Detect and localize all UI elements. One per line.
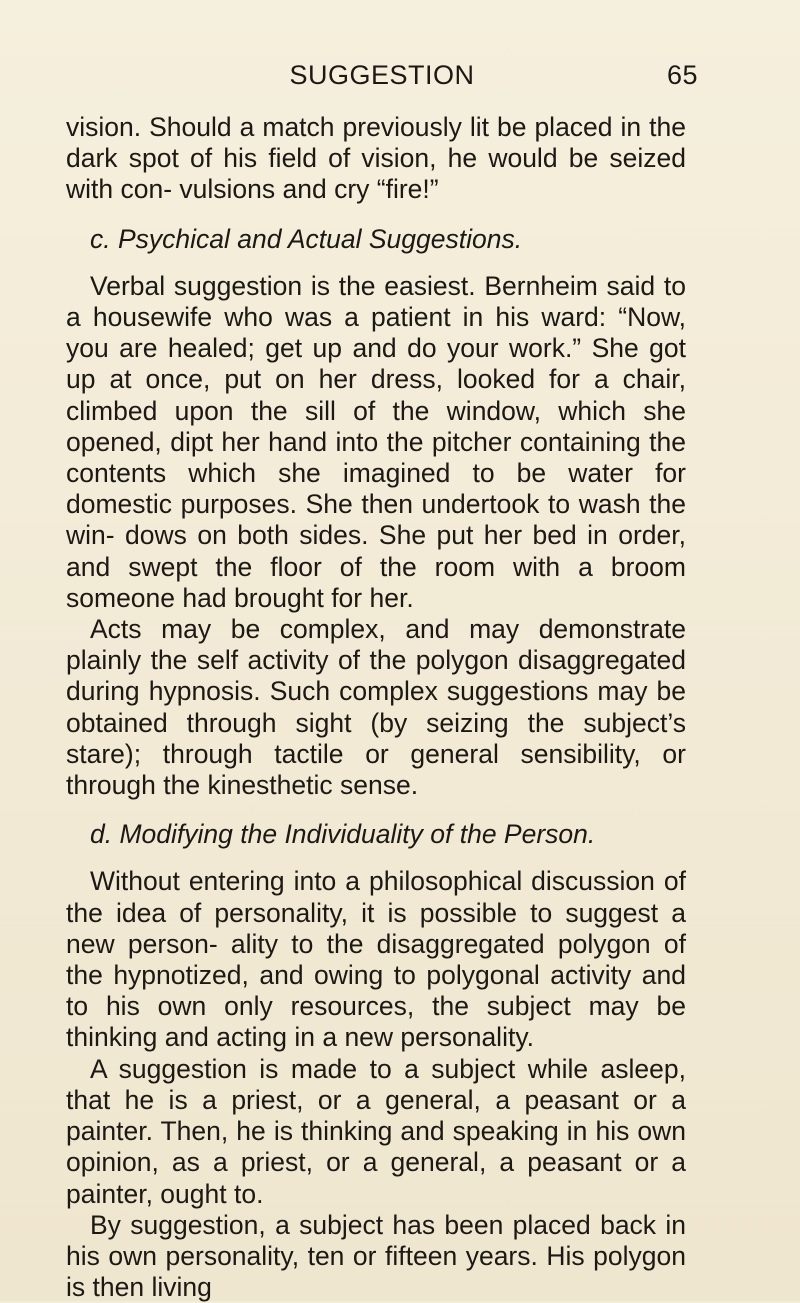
paragraph-continued: vision. Should a match previously lit be placed in the dark spot of his field of vision, he would be seized with con- vulsions and cry “fire!” <box>66 112 686 205</box>
page-number: 65 <box>666 60 698 90</box>
body-text <box>66 112 686 1303</box>
running-head <box>66 60 698 100</box>
section-heading-c: c. Psychical and Actual Suggestions. <box>90 223 523 254</box>
paragraph-personality: Without entering into a philosophical discussion of the idea of personality, it is possible to suggest a new person- ality to the disaggregated polygon of the hypnotized, and owing to polygonal activity and to his own only resources, the subject may be thinking and acting in a new personality. <box>66 866 686 1053</box>
paragraph-verbal-suggestion: Verbal suggestion is the easiest. Bernheim said to a housewife who was a patient in his ward: “Now, you are healed; get up and do your work.” She got up at once, put on her dress, looked for a chair, climbed upon the sill of the window, which she opened, dipt her hand into the pitcher containing the contents which she imagined to be water for domestic purposes. She then undertook to wash the win- dows on both sides. She put her bed in order, and swept the floor of the room with a broom someone had brought for her. <box>66 270 686 613</box>
section-heading-d: d. Modifying the Individuality of the Person. <box>90 819 596 850</box>
paragraph-priest-general: A suggestion is made to a subject while asleep, that he is a priest, or a general, a peasant or a painter. Then, he is thinking and speaking in his own opinion, as a priest, or a general, a peasant or a painter, ought to. <box>66 1053 686 1209</box>
running-title: SUGGESTION <box>289 60 475 90</box>
paragraph-placed-back: By suggestion, a subject has been placed back in his own personality, ten or fifteen years. His polygon is then living <box>66 1209 686 1303</box>
paragraph-complex-acts: Acts may be complex, and may demonstrate plainly the self activity of the polygon disaggregated during hypnosis. Such complex suggestions may be obtained through sight (by seizing the subject’s stare); through tactile or general sensibility, or through the kinesthetic sense. <box>66 614 686 801</box>
